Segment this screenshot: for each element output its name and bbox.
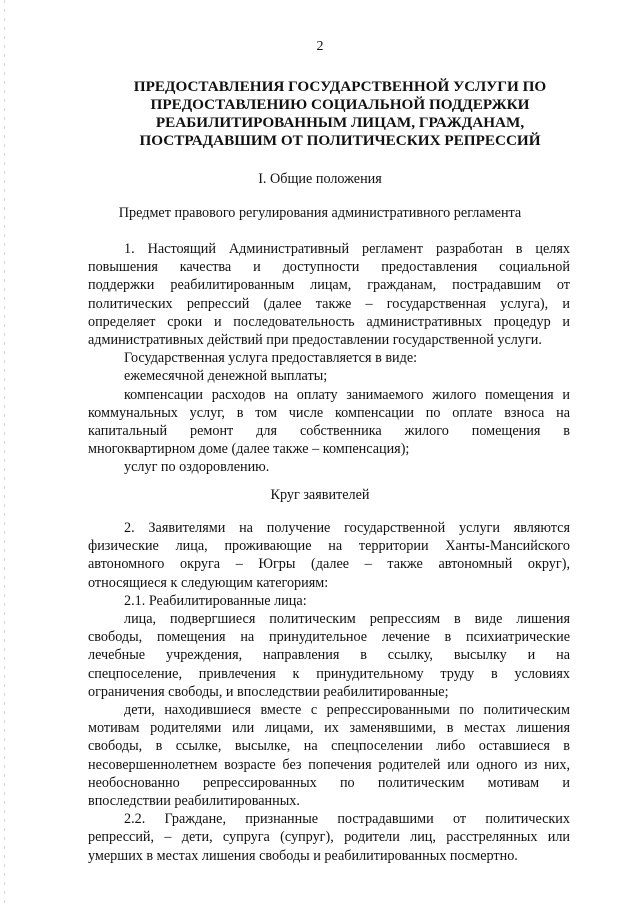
text-line: ограничения свободы, и впоследствии реабилитированные; bbox=[88, 683, 449, 700]
text-line: поддержки реабилитированным лицам, гражданам, пострадавшим от bbox=[88, 277, 570, 294]
text-line: свободы, помещения на принудительное лечение в психиатрические bbox=[88, 629, 570, 646]
text-line: услуг по оздоровлению. bbox=[124, 459, 270, 476]
text-line: 1. Настоящий Административный регламент разработан в целях bbox=[124, 241, 570, 257]
text-line: капитальный ремонт для собственника жилого помещения в bbox=[88, 423, 570, 440]
text-line: дети, находившиеся вместе с репрессированными по политическим bbox=[124, 702, 570, 719]
section-subheading-subject: Предмет правового регулирования административного регламента bbox=[118, 205, 522, 221]
section-heading-applicants: Круг заявителей bbox=[270, 487, 370, 503]
text-line: мотивам родителями или лицами, их заменявшими, в местах лишения bbox=[88, 720, 570, 737]
text-line: ежемесячной денежной выплаты; bbox=[124, 368, 328, 385]
text-line: автономного округа – Югры (далее – также автономный округ), bbox=[88, 556, 570, 573]
text-line: административных действий при предоставлении государственной услуги. bbox=[88, 332, 542, 349]
text-line: 2.1. Реабилитированные лица: bbox=[124, 592, 307, 609]
text-line: несовершеннолетнем возрасте без попечения родителей или одного из них, bbox=[88, 756, 570, 773]
scan-edge-marks bbox=[4, 0, 5, 905]
text-line: повышения качества и доступности предоставления социальной bbox=[88, 259, 570, 276]
paragraph-block-applicants bbox=[88, 519, 570, 865]
title-line: ПРЕДОСТАВЛЕНИЯ ГОСУДАРСТВЕННОЙ УСЛУГИ ПО bbox=[133, 78, 547, 95]
document-title bbox=[60, 78, 620, 150]
text-line: репрессий, – дети, супруга (супруг), родители лиц, расстрелянных или bbox=[88, 829, 570, 846]
text-line: определяет сроки и последовательность административных процедур и bbox=[88, 313, 570, 330]
text-line: компенсации расходов на оплату занимаемого жилого помещения и bbox=[124, 386, 570, 403]
text-line: необоснованно репрессированных по политическим мотивам и bbox=[88, 774, 570, 791]
text-line: спецпоселение, привлечения к принудительному труду в условиях bbox=[88, 665, 570, 682]
text-line: лица, подвергшиеся политическим репрессиям в виде лишения bbox=[124, 611, 570, 628]
title-line: РЕАБИЛИТИРОВАННЫМ ЛИЦАМ, ГРАЖДАНАМ, bbox=[155, 114, 525, 131]
page-number: 2 bbox=[316, 39, 324, 54]
text-line: свободы, в ссылке, высылке, на спецпоселении либо оставшиеся в bbox=[88, 738, 570, 755]
text-line: впоследствии реабилитированных. bbox=[88, 793, 300, 810]
text-line: коммунальных услуг, в том числе компенсации по оплате взноса на bbox=[88, 404, 570, 421]
paragraph-block-general bbox=[88, 240, 570, 477]
text-line: относящиеся к следующим категориям: bbox=[88, 574, 329, 591]
text-line: физические лица, проживающие на территории Ханты-Мансийского bbox=[88, 538, 570, 555]
title-line: ПРЕДОСТАВЛЕНИЮ СОЦИАЛЬНОЙ ПОДДЕРЖКИ bbox=[150, 96, 530, 113]
text-line: 2. Заявителями на получение государственной услуги являются bbox=[124, 520, 570, 536]
text-line: лечебные учреждения, направления в ссылку, высылку и на bbox=[88, 647, 570, 664]
section-heading-general: I. Общие положения bbox=[258, 171, 382, 187]
text-line: умерших в местах лишения свободы и реабилитированных посмертно. bbox=[88, 847, 518, 864]
text-line: многоквартирном доме (далее также – компенсация); bbox=[88, 441, 410, 458]
text-line: Государственная услуга предоставляется в виде: bbox=[124, 350, 418, 367]
title-line: ПОСТРАДАВШИМ ОТ ПОЛИТИЧЕСКИХ РЕПРЕССИЙ bbox=[139, 132, 541, 149]
text-line: 2.2. Граждане, признанные пострадавшими от политических bbox=[124, 811, 570, 828]
text-line: политических репрессий (далее также – государственная услуга), и bbox=[88, 295, 570, 312]
